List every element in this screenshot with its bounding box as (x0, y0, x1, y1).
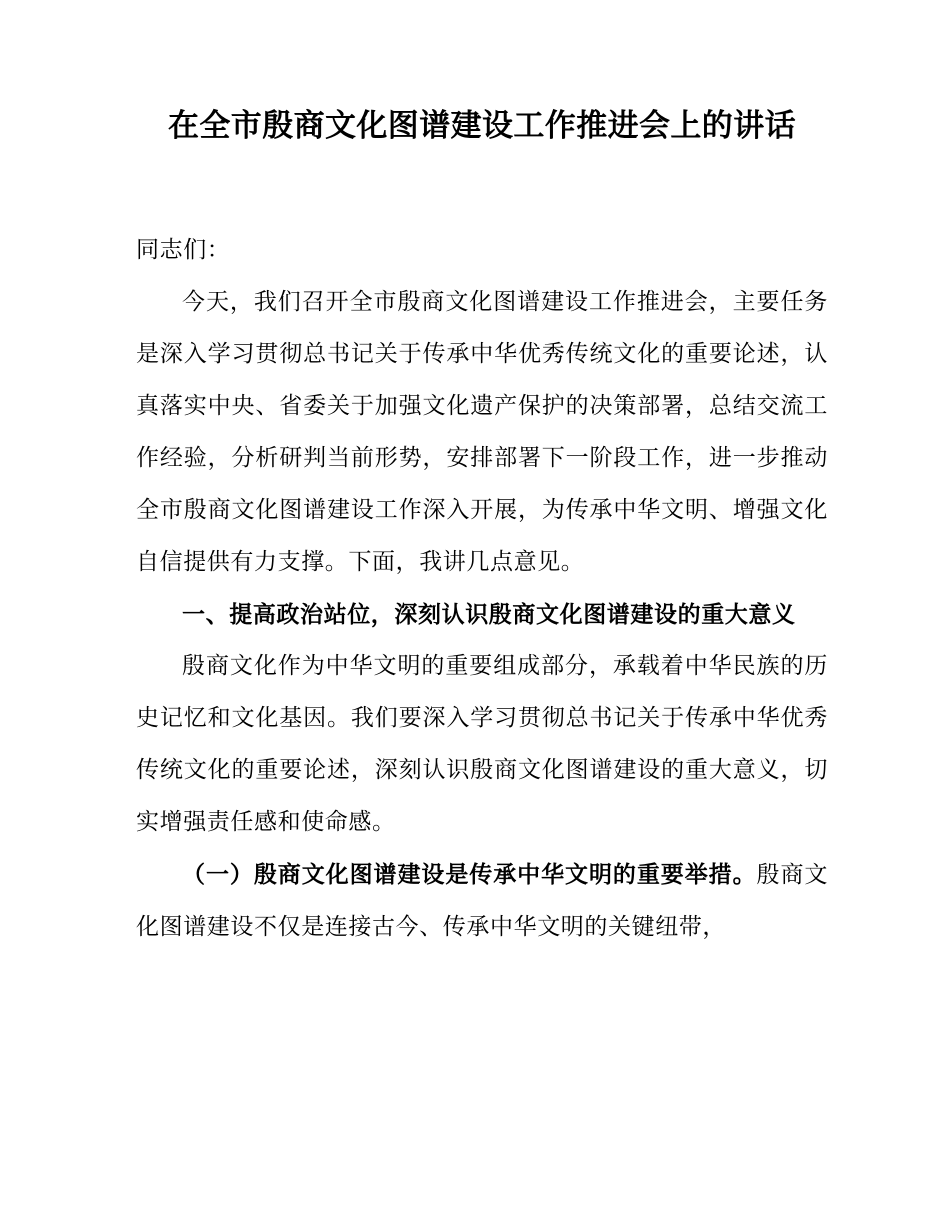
subsection-one-lead: （一）殷商文化图谱建设是传承中华文明的重要举措。 (182, 861, 757, 887)
section-heading-one: 一、提高政治站位，深刻认识殷商文化图谱建设的重大意义 (182, 601, 796, 627)
title-spacer (136, 148, 828, 224)
paragraph-opening: 今天，我们召开全市殷商文化图谱建设工作推进会，主要任务是深入学习贯彻总书记关于传承中华优秀传统文化的重要论述，认真落实中央、省委关于加强文化遗产保护的决策部署，总结交流工作经验，分析研判当前形势，安排部署下一阶段工作，进一步推动全市殷商文化图谱建设工作深入开展，为传承中华文明、增强文化自信提供有力支撑。下面，我讲几点意见。 (136, 289, 828, 574)
paragraph-section-one-body: 殷商文化作为中华文明的重要组成部分，承载着中华民族的历史记忆和文化基因。我们要深入学习贯彻总书记关于传承中华优秀传统文化的重要论述，深刻认识殷商文化图谱建设的重大意义，切实增强责任感和使命感。 (136, 653, 828, 834)
page-title: 在全市殷商文化图谱建设工作推进会上的讲话 (168, 108, 796, 143)
salutation-line: 同志们： (136, 237, 231, 262)
subsection-one-paragraph (136, 848, 828, 953)
subsection-one-text: 殷商文化图谱建设不仅是连接古今、传承中华文明的关键纽带， (136, 862, 828, 939)
document-body (136, 104, 828, 953)
